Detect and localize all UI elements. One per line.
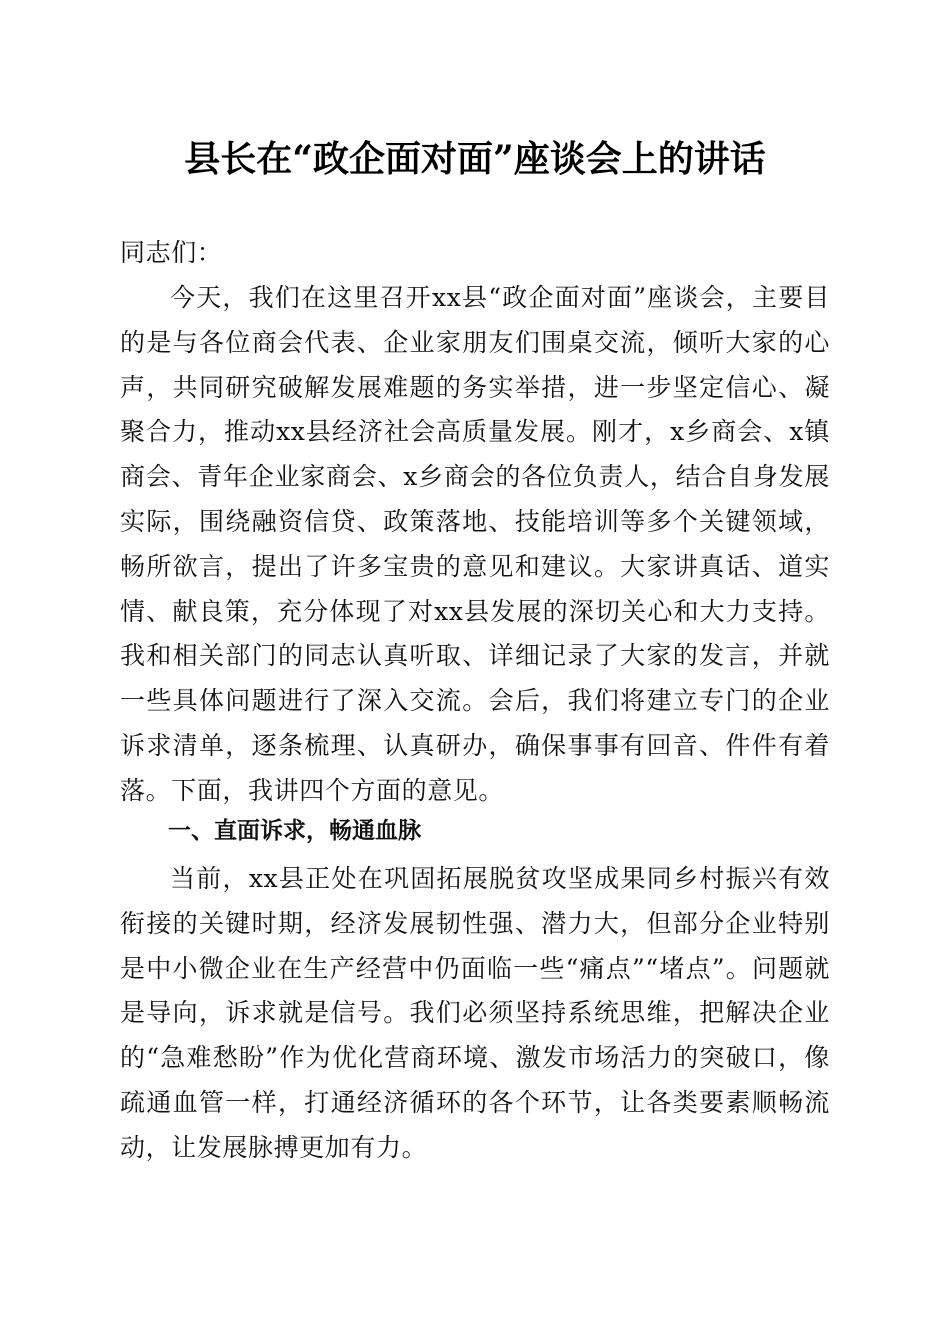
salutation: 同志们：: [120, 238, 223, 267]
section-heading-1: 一、直面诉求，畅通血脉: [168, 818, 421, 844]
paragraph-section-1: 当前，xx县正处在巩固拓展脱贫攻坚成果同乡村振兴有效衔接的关键时期，经济发展韧性强、潜力大，但部分企业特别是中小微企业在生产经营中仍面临一些“痛点”“堵点”。问题就是导向，诉求就是信号。我们必须坚持系统思维，把解决企业的“急难愁盼”作为优化营商环境、激发市场活力的突破口，像疏通血管一样，打通经济循环的各个环节，让各类要素顺畅流动，让发展脉搏更加有力。: [120, 864, 830, 1162]
paragraph-intro: 今天，我们在这里召开xx县“政企面对面”座谈会，主要目的是与各位商会代表、企业家朋友们围桌交流，倾听大家的心声，共同研究破解发展难题的务实举措，进一步坚定信心、凝聚合力，推动xx县经济社会高质量发展。刚才，x乡商会、x镇商会、青年企业家商会、x乡商会的各位负责人，结合自身发展实际，围绕融资信贷、政策落地、技能培训等多个关键领域，畅所欲言，提出了许多宝贵的意见和建议。大家讲真话、道实情、献良策，充分体现了对xx县发展的深切关心和大力支持。我和相关部门的同志认真听取、详细记录了大家的发言，并就一些具体问题进行了深入交流。会后，我们将建立专门的企业诉求清单，逐条梳理、认真研办，确保事事有回音、件件有着落。下面，我讲四个方面的意见。: [120, 283, 830, 805]
page-title: 县长在“政企面对面”座谈会上的讲话: [184, 138, 766, 180]
